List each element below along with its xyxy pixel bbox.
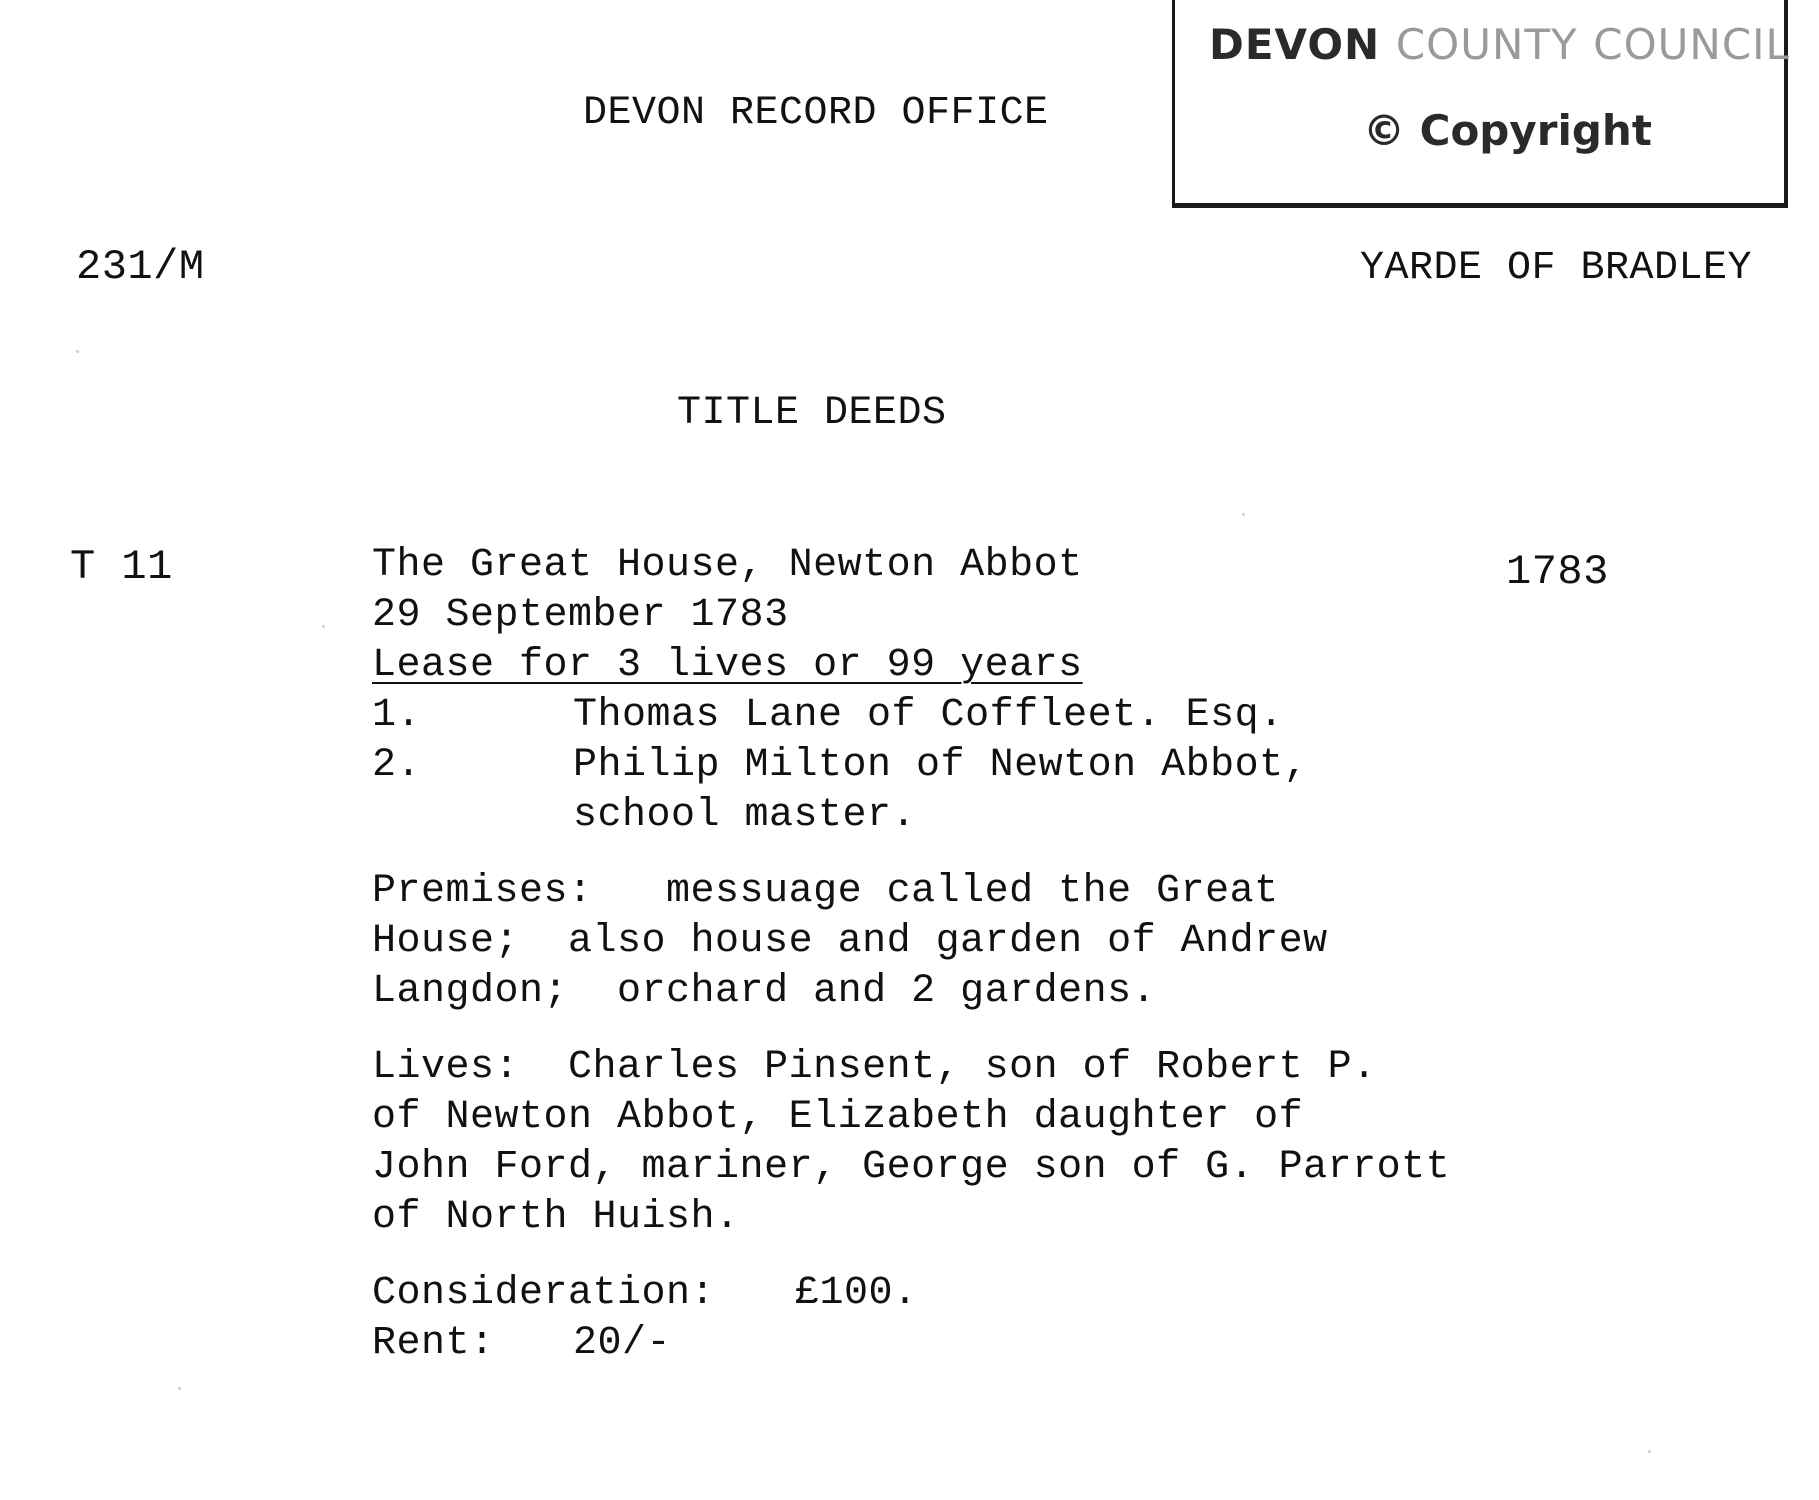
consideration-value: £100. — [795, 1271, 918, 1316]
rent-value: 20/- — [573, 1321, 672, 1366]
scan-speck — [1242, 513, 1245, 516]
scan-speck — [322, 625, 325, 628]
entry-year: 1783 — [1506, 548, 1609, 596]
collection-title: YARDE OF BRADLEY — [1360, 246, 1753, 291]
section-heading: TITLE DEEDS — [677, 391, 947, 436]
record-office-heading: DEVON RECORD OFFICE — [583, 91, 1049, 136]
party-number: 2. — [372, 743, 422, 788]
consideration-label: Consideration: — [372, 1271, 716, 1316]
copyright-stamp — [1172, 0, 1788, 208]
premises-line: Premises: messuage called the Great — [372, 869, 1279, 914]
premises-line: House; also house and garden of Andrew — [372, 919, 1328, 964]
party-description: school master. — [573, 793, 917, 838]
stamp-copyright-line: © Copyright — [1363, 106, 1652, 155]
party-number: 1. — [372, 693, 422, 738]
rent-label: Rent: — [372, 1321, 495, 1366]
premises-line: Langdon; orchard and 2 gardens. — [372, 969, 1157, 1014]
collection-reference: 231/M — [76, 243, 205, 291]
document-type: Lease for 3 lives or 99 years — [372, 643, 1083, 688]
lives-line: Lives: Charles Pinsent, son of Robert P. — [372, 1045, 1377, 1090]
lives-line: John Ford, mariner, George son of G. Parrott — [372, 1145, 1451, 1190]
entry-date: 29 September 1783 — [372, 593, 789, 638]
entry-place: The Great House, Newton Abbot — [372, 543, 1083, 588]
scan-speck — [178, 1387, 181, 1390]
lives-line: of North Huish. — [372, 1195, 740, 1240]
entry-number: T 11 — [70, 543, 173, 591]
stamp-word-devon: DEVON — [1209, 20, 1381, 69]
scan-speck — [76, 350, 79, 353]
party-description: Thomas Lane of Coffleet. Esq. — [573, 693, 1284, 738]
lives-line: of Newton Abbot, Elizabeth daughter of — [372, 1095, 1304, 1140]
stamp-council-line — [1209, 20, 1790, 69]
party-description: Philip Milton of Newton Abbot, — [573, 743, 1309, 788]
stamp-word-county: COUNTY — [1395, 20, 1578, 69]
scan-speck — [1648, 1450, 1651, 1453]
stamp-word-council: COUNCIL — [1593, 20, 1790, 69]
